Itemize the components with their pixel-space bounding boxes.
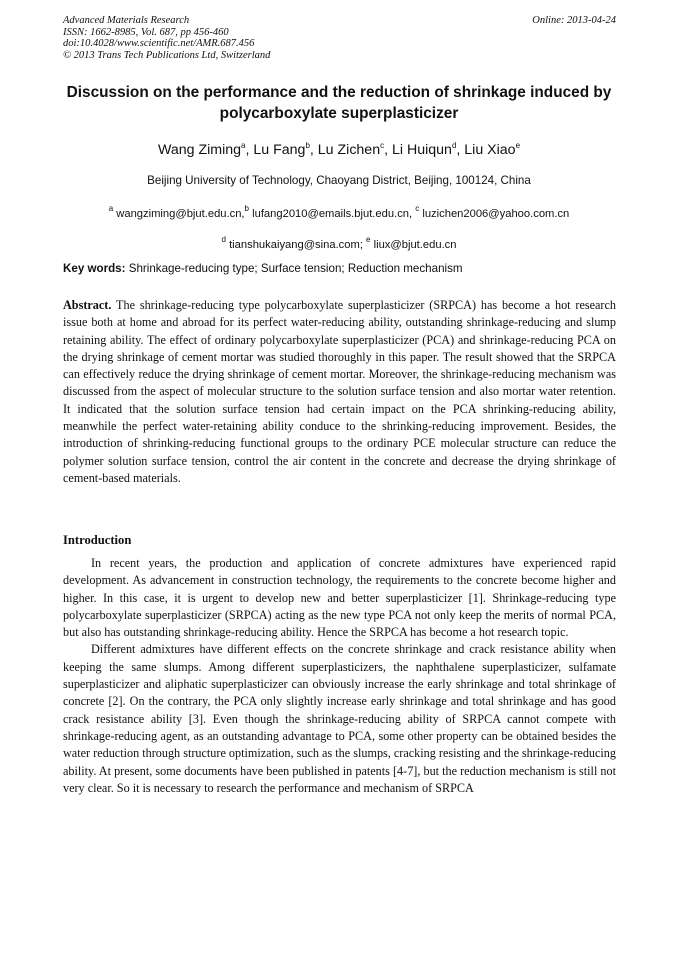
abstract-text: The shrinkage-reducing type polycarboxylate superplasticizer (SRPCA) has become a hot research issue both at home and abroad for its perfect water-reducing ability, outstanding shrinkage-reducing and slump retaining ability. The effect of ordinary polycarboxylate superplasticizer (PCA) and shrinkage-reducing PCA on the drying shrinkage of cement mortar was studied thoroughly in this paper. The result showed that the SRPCA can effectively reduce the drying shrinkage of cement mortar. Moreover, the shrinkage-reducing mechanism was discussed from the aspect of molecular structure to the solution surface tension and also mortar water retention. It indicated that the solution surface tension had certain impact on the PCA shrinking-reducing ability, meanwhile the perfect water-retaining ability conduce to the shrinking-reducing improvement. Besides, the introduction of shrinking-reducing functional groups to the ordinary PCE molecular structure can reduce the polymer solution surface tension, control the air content in the concrete and decrease the drying shrinkage of cement-based materials. — [63, 298, 616, 485]
author-list — [40, 137, 638, 159]
email-line: $^a$ wangziming@bjut.edu.cn,$^b$ lufang2010@emails.bjut.edu.cn, $^c$ luzichen2006@yahoo.com.cn — [108, 204, 570, 220]
email-list — [30, 196, 648, 258]
author: Lu Zichen$^c$, — [317, 141, 392, 158]
paper-title: Discussion on the performance and the reduction of shrinkage induced by polycarboxylate superplasticizer — [66, 84, 612, 122]
keywords-text: Shrinkage-reducing type; Surface tension; Reduction mechanism — [125, 262, 463, 275]
email-line: $^d$ tianshukaiyang@sina.com; $^e$ liux@bjut.edu.cn — [221, 235, 457, 251]
email-address[interactable]: lufang2010@emails.bjut.edu.cn, — [252, 208, 416, 220]
author: Wang Ziming$^a$, — [157, 141, 254, 158]
author: Lu Fang$^b$, — [253, 141, 318, 158]
email-address[interactable]: wangziming@bjut.edu.cn, — [116, 208, 245, 220]
affiliation: Beijing University of Technology, Chaoyang District, Beijing, 100124, China — [147, 174, 531, 187]
keywords — [63, 261, 616, 276]
paragraph: In recent years, the production and application of concrete admixtures have experienced rapid development. As advancement in construction technology, the requirements to the concrete become higher and higher. In this case, it is urgent to develop new and better superplasticizer [1]. Shrinkage-reducing type polycarboxylate superplasticizer (SRPCA) acting as the new type PCA not only keep the merits of normal PCA, but also has outstanding shrinkage-reducing ability. Hence the SRPCA has become a hot research topic. — [63, 556, 616, 640]
email-address[interactable]: luzichen2006@yahoo.com.cn — [422, 208, 570, 220]
author: Liu Xiao$^e$ — [464, 141, 521, 158]
section-heading-introduction: Introduction — [63, 533, 132, 547]
online-date: Online: 2013-04-24 — [532, 15, 616, 26]
copyright-line: © 2013 Trans Tech Publications Ltd, Switzerland — [63, 49, 271, 61]
journal-header — [63, 15, 616, 61]
email-address[interactable]: tianshukaiyang@sina.com; — [229, 239, 367, 251]
doi-line[interactable]: doi:10.4028/www.scientific.net/AMR.687.456 — [63, 38, 255, 49]
paragraph: Different admixtures have different effects on the concrete shrinkage and crack resistance ability when keeping the same slumps. Among different superplasticizers, the naphthalene superplasticizer, sulfamate superplasticizer and aliphatic superplasticizer can obviously increase the early shrinkage and total shrinkage of concrete [2]. On the contrary, the PCA only slightly increase early shrinkage and total shrinkage and has good crack resistance ability [3]. Even though the shrinkage-reducing ability of SRPCA cannot compete with shrinkage-reducing agent, as an outstanding advantage to PCA, some other property can be obtained besides the water reduction through structure optimization, such as the slumps, cracking resisting and the shrinkage-reducing ability. At present, some documents have been published in patents [4-7], but the reduction mechanism is still not very clear. So it is necessary to research the performance and mechanism of SRPCA — [63, 642, 616, 795]
keywords-label: Key words: — [63, 262, 126, 275]
email-address[interactable]: liux@bjut.edu.cn — [373, 239, 457, 251]
journal-name: Advanced Materials Research — [63, 15, 190, 26]
issn-line: ISSN: 1662-8985, Vol. 687, pp 456-460 — [63, 26, 229, 38]
abstract — [63, 297, 616, 487]
author: Li Huiqun$^d$, — [391, 141, 465, 158]
introduction-body — [63, 555, 616, 797]
abstract-label: Abstract. — [63, 298, 112, 312]
